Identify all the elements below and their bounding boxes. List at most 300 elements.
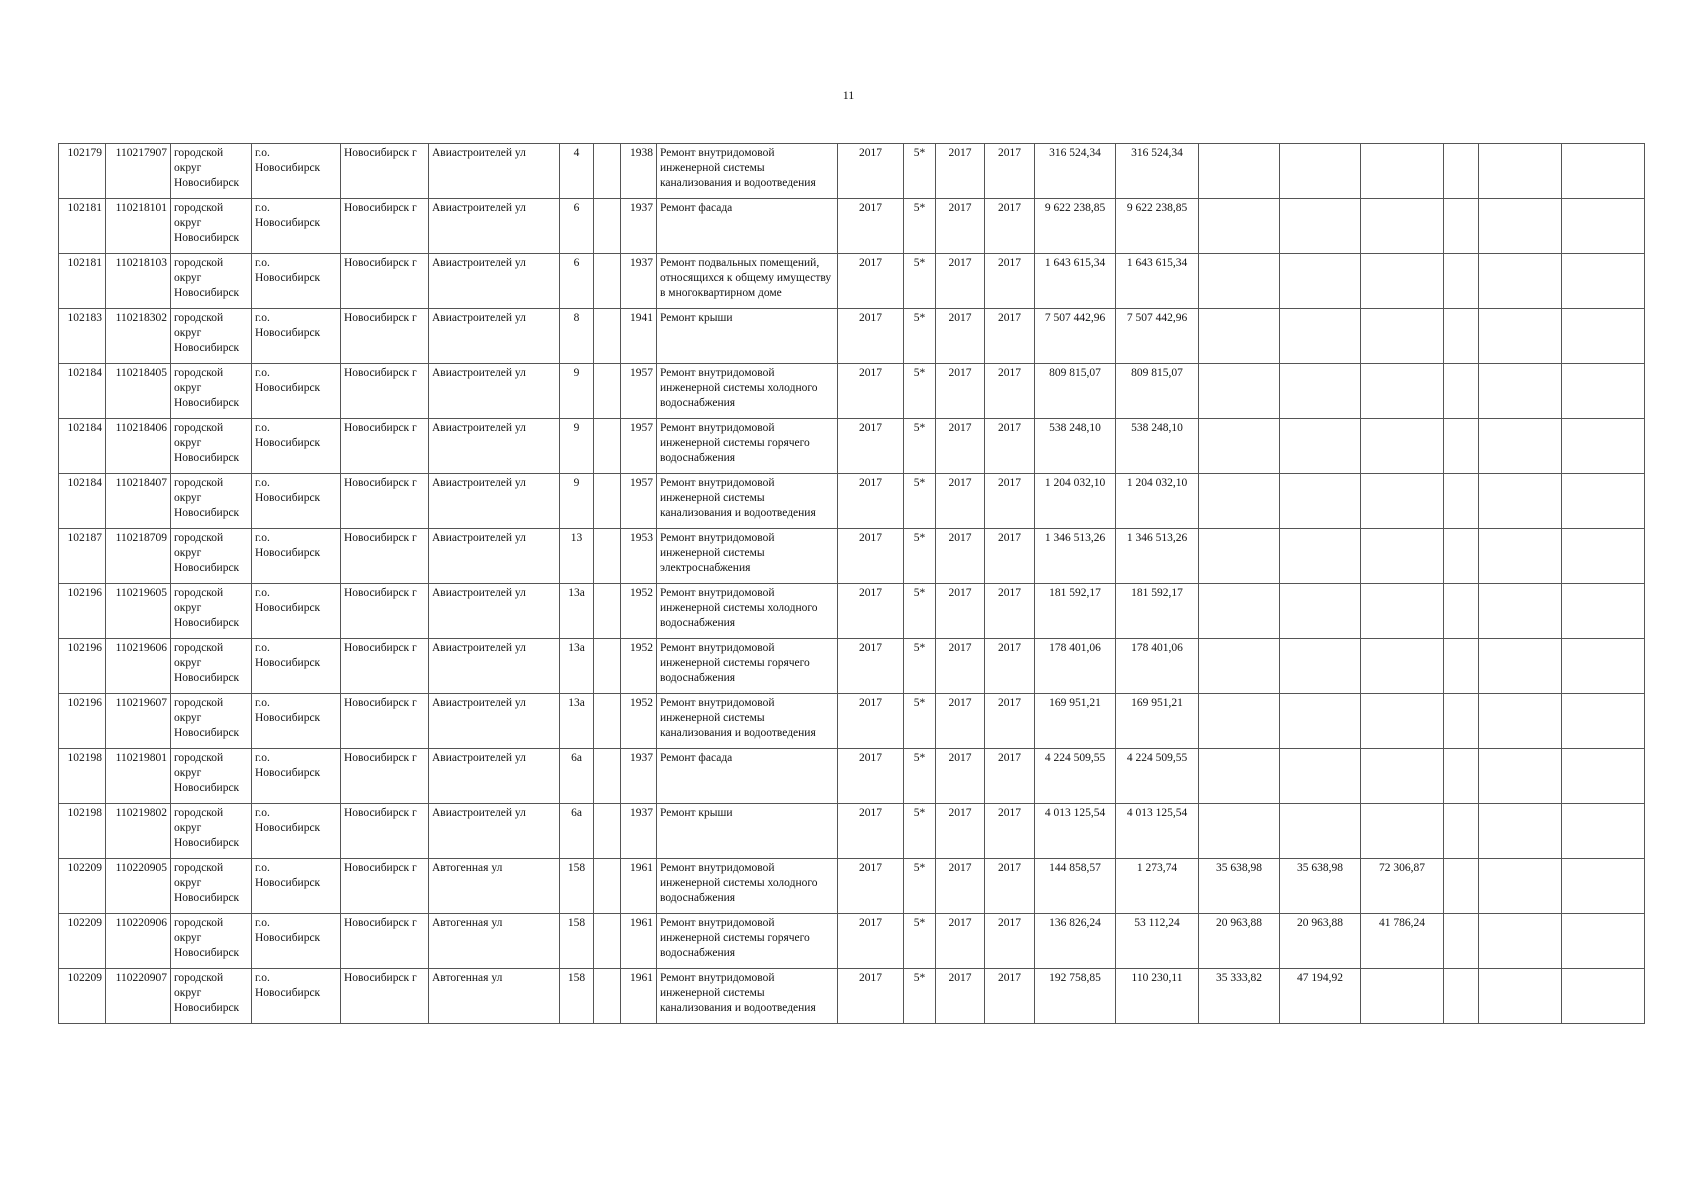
spare-cell — [1562, 474, 1645, 529]
source-1-cell — [1199, 309, 1280, 364]
source-5-cell — [1479, 144, 1562, 199]
house-number-cell: 13а — [560, 584, 594, 639]
built-year-cell: 1961 — [621, 969, 657, 1024]
source-4-cell — [1444, 254, 1479, 309]
spare-cell — [1562, 419, 1645, 474]
plan-year-cell: 2017 — [838, 199, 904, 254]
row-id: 102184 — [59, 419, 106, 474]
floors-cell: 5* — [904, 419, 936, 474]
end-year-cell: 2017 — [985, 749, 1035, 804]
source-3-cell — [1361, 144, 1444, 199]
source-1-cell — [1199, 199, 1280, 254]
municipality-cell: г.о. Новосибирск — [252, 529, 341, 584]
total-cost-cell: 9 622 238,85 — [1035, 199, 1116, 254]
source-4-cell — [1444, 969, 1479, 1024]
spare-cell — [1562, 364, 1645, 419]
city-cell: Новосибирск г — [341, 199, 429, 254]
source-2-cell — [1280, 749, 1361, 804]
row-id: 102198 — [59, 749, 106, 804]
start-year-cell: 2017 — [936, 694, 985, 749]
source-2-cell: 35 638,98 — [1280, 859, 1361, 914]
source-1-cell: 35 333,82 — [1199, 969, 1280, 1024]
source-4-cell — [1444, 474, 1479, 529]
city-cell: Новосибирск г — [341, 749, 429, 804]
floors-cell: 5* — [904, 584, 936, 639]
work-type-cell: Ремонт крыши — [657, 804, 838, 859]
total-cost-cell: 169 951,21 — [1035, 694, 1116, 749]
source-5-cell — [1479, 804, 1562, 859]
house-letter-cell — [594, 199, 621, 254]
floors-cell: 5* — [904, 199, 936, 254]
start-year-cell: 2017 — [936, 529, 985, 584]
source-5-cell — [1479, 914, 1562, 969]
spare-cell — [1562, 199, 1645, 254]
source-3-cell — [1361, 309, 1444, 364]
built-year-cell: 1961 — [621, 914, 657, 969]
house-letter-cell — [594, 914, 621, 969]
table-row — [59, 474, 1645, 529]
floors-cell: 5* — [904, 914, 936, 969]
total-cost-cell: 4 013 125,54 — [1035, 804, 1116, 859]
source-4-cell — [1444, 419, 1479, 474]
end-year-cell: 2017 — [985, 804, 1035, 859]
house-letter-cell — [594, 749, 621, 804]
start-year-cell: 2017 — [936, 584, 985, 639]
house-number-cell: 13а — [560, 639, 594, 694]
source-1-cell — [1199, 364, 1280, 419]
total-cost-cell: 144 858,57 — [1035, 859, 1116, 914]
row-code: 110219606 — [106, 639, 171, 694]
row-id: 102184 — [59, 474, 106, 529]
fund-cost-cell: 169 951,21 — [1116, 694, 1199, 749]
street-cell: Автогенная ул — [429, 914, 560, 969]
source-3-cell — [1361, 584, 1444, 639]
table-row — [59, 529, 1645, 584]
plan-year-cell: 2017 — [838, 254, 904, 309]
district-cell: городской округ Новосибирск — [171, 364, 252, 419]
street-cell: Авиастроителей ул — [429, 364, 560, 419]
source-2-cell: 20 963,88 — [1280, 914, 1361, 969]
built-year-cell: 1953 — [621, 529, 657, 584]
fund-cost-cell: 1 273,74 — [1116, 859, 1199, 914]
spare-cell — [1562, 749, 1645, 804]
total-cost-cell: 181 592,17 — [1035, 584, 1116, 639]
fund-cost-cell: 7 507 442,96 — [1116, 309, 1199, 364]
spare-cell — [1562, 694, 1645, 749]
total-cost-cell: 316 524,34 — [1035, 144, 1116, 199]
work-type-cell: Ремонт внутридомовой инженерной системы канализования и водоотведения — [657, 969, 838, 1024]
street-cell: Авиастроителей ул — [429, 144, 560, 199]
row-code: 110218103 — [106, 254, 171, 309]
built-year-cell: 1937 — [621, 804, 657, 859]
built-year-cell: 1952 — [621, 584, 657, 639]
table-row — [59, 694, 1645, 749]
source-2-cell: 47 194,92 — [1280, 969, 1361, 1024]
city-cell: Новосибирск г — [341, 584, 429, 639]
source-1-cell — [1199, 144, 1280, 199]
row-id: 102187 — [59, 529, 106, 584]
fund-cost-cell: 9 622 238,85 — [1116, 199, 1199, 254]
street-cell: Авиастроителей ул — [429, 529, 560, 584]
plan-year-cell: 2017 — [838, 749, 904, 804]
house-number-cell: 6а — [560, 804, 594, 859]
source-3-cell — [1361, 529, 1444, 584]
municipality-cell: г.о. Новосибирск — [252, 969, 341, 1024]
house-letter-cell — [594, 309, 621, 364]
plan-year-cell: 2017 — [838, 474, 904, 529]
end-year-cell: 2017 — [985, 639, 1035, 694]
end-year-cell: 2017 — [985, 364, 1035, 419]
table-row — [59, 969, 1645, 1024]
end-year-cell: 2017 — [985, 419, 1035, 474]
house-letter-cell — [594, 969, 621, 1024]
floors-cell: 5* — [904, 254, 936, 309]
street-cell: Автогенная ул — [429, 969, 560, 1024]
street-cell: Авиастроителей ул — [429, 474, 560, 529]
source-4-cell — [1444, 639, 1479, 694]
built-year-cell: 1957 — [621, 364, 657, 419]
start-year-cell: 2017 — [936, 364, 985, 419]
work-type-cell: Ремонт фасада — [657, 749, 838, 804]
street-cell: Авиастроителей ул — [429, 639, 560, 694]
end-year-cell: 2017 — [985, 474, 1035, 529]
municipality-cell: г.о. Новосибирск — [252, 419, 341, 474]
row-code: 110218101 — [106, 199, 171, 254]
house-number-cell: 158 — [560, 859, 594, 914]
table-row — [59, 144, 1645, 199]
municipality-cell: г.о. Новосибирск — [252, 859, 341, 914]
house-number-cell: 13а — [560, 694, 594, 749]
row-id: 102196 — [59, 639, 106, 694]
work-type-cell: Ремонт внутридомовой инженерной системы электроснабжения — [657, 529, 838, 584]
row-id: 102198 — [59, 804, 106, 859]
source-4-cell — [1444, 309, 1479, 364]
city-cell: Новосибирск г — [341, 364, 429, 419]
fund-cost-cell: 1 643 615,34 — [1116, 254, 1199, 309]
source-1-cell — [1199, 804, 1280, 859]
street-cell: Авиастроителей ул — [429, 199, 560, 254]
plan-year-cell: 2017 — [838, 694, 904, 749]
district-cell: городской округ Новосибирск — [171, 199, 252, 254]
floors-cell: 5* — [904, 694, 936, 749]
fund-cost-cell: 4 013 125,54 — [1116, 804, 1199, 859]
start-year-cell: 2017 — [936, 254, 985, 309]
city-cell: Новосибирск г — [341, 419, 429, 474]
source-5-cell — [1479, 859, 1562, 914]
municipality-cell: г.о. Новосибирск — [252, 474, 341, 529]
floors-cell: 5* — [904, 529, 936, 584]
table-row — [59, 364, 1645, 419]
floors-cell: 5* — [904, 639, 936, 694]
district-cell: городской округ Новосибирск — [171, 694, 252, 749]
start-year-cell: 2017 — [936, 639, 985, 694]
fund-cost-cell: 538 248,10 — [1116, 419, 1199, 474]
spare-cell — [1562, 969, 1645, 1024]
house-letter-cell — [594, 254, 621, 309]
street-cell: Авиастроителей ул — [429, 804, 560, 859]
spare-cell — [1562, 584, 1645, 639]
total-cost-cell: 136 826,24 — [1035, 914, 1116, 969]
floors-cell: 5* — [904, 859, 936, 914]
district-cell: городской округ Новосибирск — [171, 144, 252, 199]
source-3-cell — [1361, 749, 1444, 804]
source-2-cell — [1280, 804, 1361, 859]
source-3-cell — [1361, 639, 1444, 694]
row-id: 102179 — [59, 144, 106, 199]
street-cell: Авиастроителей ул — [429, 694, 560, 749]
municipality-cell: г.о. Новосибирск — [252, 639, 341, 694]
built-year-cell: 1941 — [621, 309, 657, 364]
built-year-cell: 1952 — [621, 694, 657, 749]
house-letter-cell — [594, 804, 621, 859]
house-number-cell: 13 — [560, 529, 594, 584]
row-id: 102196 — [59, 694, 106, 749]
work-type-cell: Ремонт внутридомовой инженерной системы горячего водоснабжения — [657, 639, 838, 694]
row-id: 102183 — [59, 309, 106, 364]
row-id: 102209 — [59, 969, 106, 1024]
row-id: 102209 — [59, 914, 106, 969]
house-number-cell: 8 — [560, 309, 594, 364]
row-code: 110219801 — [106, 749, 171, 804]
fund-cost-cell: 178 401,06 — [1116, 639, 1199, 694]
source-2-cell — [1280, 474, 1361, 529]
district-cell: городской округ Новосибирск — [171, 584, 252, 639]
start-year-cell: 2017 — [936, 804, 985, 859]
municipality-cell: г.о. Новосибирск — [252, 804, 341, 859]
row-code: 110220906 — [106, 914, 171, 969]
source-2-cell — [1280, 639, 1361, 694]
source-5-cell — [1479, 474, 1562, 529]
built-year-cell: 1957 — [621, 419, 657, 474]
house-number-cell: 9 — [560, 419, 594, 474]
city-cell: Новосибирск г — [341, 144, 429, 199]
house-letter-cell — [594, 694, 621, 749]
house-number-cell: 158 — [560, 969, 594, 1024]
work-type-cell: Ремонт внутридомовой инженерной системы канализования и водоотведения — [657, 474, 838, 529]
end-year-cell: 2017 — [985, 254, 1035, 309]
district-cell: городской округ Новосибирск — [171, 529, 252, 584]
district-cell: городской округ Новосибирск — [171, 639, 252, 694]
fund-cost-cell: 316 524,34 — [1116, 144, 1199, 199]
built-year-cell: 1957 — [621, 474, 657, 529]
table-row — [59, 859, 1645, 914]
table-row — [59, 254, 1645, 309]
city-cell: Новосибирск г — [341, 914, 429, 969]
house-number-cell: 6а — [560, 749, 594, 804]
source-5-cell — [1479, 199, 1562, 254]
plan-year-cell: 2017 — [838, 584, 904, 639]
source-4-cell — [1444, 804, 1479, 859]
source-4-cell — [1444, 364, 1479, 419]
fund-cost-cell: 4 224 509,55 — [1116, 749, 1199, 804]
floors-cell: 5* — [904, 309, 936, 364]
source-3-cell — [1361, 199, 1444, 254]
end-year-cell: 2017 — [985, 969, 1035, 1024]
total-cost-cell: 7 507 442,96 — [1035, 309, 1116, 364]
spare-cell — [1562, 309, 1645, 364]
street-cell: Автогенная ул — [429, 859, 560, 914]
source-1-cell — [1199, 419, 1280, 474]
start-year-cell: 2017 — [936, 309, 985, 364]
source-4-cell — [1444, 914, 1479, 969]
built-year-cell: 1937 — [621, 199, 657, 254]
end-year-cell: 2017 — [985, 584, 1035, 639]
source-1-cell — [1199, 474, 1280, 529]
fund-cost-cell: 1 346 513,26 — [1116, 529, 1199, 584]
district-cell: городской округ Новосибирск — [171, 419, 252, 474]
house-letter-cell — [594, 364, 621, 419]
house-letter-cell — [594, 419, 621, 474]
work-type-cell: Ремонт внутридомовой инженерной системы холодного водоснабжения — [657, 584, 838, 639]
municipality-cell: г.о. Новосибирск — [252, 749, 341, 804]
source-2-cell — [1280, 419, 1361, 474]
source-1-cell: 35 638,98 — [1199, 859, 1280, 914]
source-2-cell — [1280, 694, 1361, 749]
source-5-cell — [1479, 309, 1562, 364]
source-1-cell: 20 963,88 — [1199, 914, 1280, 969]
table-row — [59, 804, 1645, 859]
end-year-cell: 2017 — [985, 529, 1035, 584]
municipality-cell: г.о. Новосибирск — [252, 144, 341, 199]
start-year-cell: 2017 — [936, 969, 985, 1024]
district-cell: городской округ Новосибирск — [171, 749, 252, 804]
source-3-cell: 72 306,87 — [1361, 859, 1444, 914]
source-5-cell — [1479, 694, 1562, 749]
municipality-cell: г.о. Новосибирск — [252, 309, 341, 364]
district-cell: городской округ Новосибирск — [171, 254, 252, 309]
house-letter-cell — [594, 529, 621, 584]
source-3-cell — [1361, 474, 1444, 529]
work-type-cell: Ремонт внутридомовой инженерной системы холодного водоснабжения — [657, 364, 838, 419]
end-year-cell: 2017 — [985, 914, 1035, 969]
fund-cost-cell: 809 815,07 — [1116, 364, 1199, 419]
district-cell: городской округ Новосибирск — [171, 474, 252, 529]
row-code: 110219605 — [106, 584, 171, 639]
plan-year-cell: 2017 — [838, 804, 904, 859]
row-code: 110218405 — [106, 364, 171, 419]
plan-year-cell: 2017 — [838, 419, 904, 474]
floors-cell: 5* — [904, 749, 936, 804]
start-year-cell: 2017 — [936, 914, 985, 969]
work-type-cell: Ремонт внутридомовой инженерной системы канализования и водоотведения — [657, 694, 838, 749]
municipality-cell: г.о. Новосибирск — [252, 914, 341, 969]
fund-cost-cell: 110 230,11 — [1116, 969, 1199, 1024]
source-5-cell — [1479, 529, 1562, 584]
row-id: 102181 — [59, 199, 106, 254]
source-5-cell — [1479, 969, 1562, 1024]
source-5-cell — [1479, 584, 1562, 639]
row-code: 110218407 — [106, 474, 171, 529]
work-type-cell: Ремонт внутридомовой инженерной системы горячего водоснабжения — [657, 419, 838, 474]
row-code: 110218302 — [106, 309, 171, 364]
floors-cell: 5* — [904, 474, 936, 529]
total-cost-cell: 1 346 513,26 — [1035, 529, 1116, 584]
street-cell: Авиастроителей ул — [429, 749, 560, 804]
municipality-cell: г.о. Новосибирск — [252, 199, 341, 254]
spare-cell — [1562, 529, 1645, 584]
built-year-cell: 1952 — [621, 639, 657, 694]
city-cell: Новосибирск г — [341, 309, 429, 364]
district-cell: городской округ Новосибирск — [171, 804, 252, 859]
table-row — [59, 639, 1645, 694]
source-5-cell — [1479, 639, 1562, 694]
source-5-cell — [1479, 419, 1562, 474]
table-row — [59, 419, 1645, 474]
row-id: 102209 — [59, 859, 106, 914]
source-3-cell — [1361, 419, 1444, 474]
source-4-cell — [1444, 144, 1479, 199]
start-year-cell: 2017 — [936, 859, 985, 914]
source-4-cell — [1444, 529, 1479, 584]
source-2-cell — [1280, 254, 1361, 309]
house-number-cell: 6 — [560, 199, 594, 254]
house-number-cell: 4 — [560, 144, 594, 199]
row-code: 110219802 — [106, 804, 171, 859]
municipality-cell: г.о. Новосибирск — [252, 584, 341, 639]
source-3-cell — [1361, 254, 1444, 309]
table-row — [59, 749, 1645, 804]
source-1-cell — [1199, 254, 1280, 309]
row-id: 102181 — [59, 254, 106, 309]
city-cell: Новосибирск г — [341, 474, 429, 529]
street-cell: Авиастроителей ул — [429, 584, 560, 639]
source-2-cell — [1280, 529, 1361, 584]
table-row — [59, 584, 1645, 639]
source-5-cell — [1479, 749, 1562, 804]
city-cell: Новосибирск г — [341, 804, 429, 859]
spare-cell — [1562, 804, 1645, 859]
built-year-cell: 1937 — [621, 749, 657, 804]
street-cell: Авиастроителей ул — [429, 419, 560, 474]
repair-registry-table — [58, 143, 1645, 1024]
house-number-cell: 6 — [560, 254, 594, 309]
source-4-cell — [1444, 694, 1479, 749]
end-year-cell: 2017 — [985, 694, 1035, 749]
source-1-cell — [1199, 529, 1280, 584]
start-year-cell: 2017 — [936, 474, 985, 529]
total-cost-cell: 192 758,85 — [1035, 969, 1116, 1024]
source-2-cell — [1280, 309, 1361, 364]
district-cell: городской округ Новосибирск — [171, 859, 252, 914]
total-cost-cell: 809 815,07 — [1035, 364, 1116, 419]
spare-cell — [1562, 859, 1645, 914]
house-letter-cell — [594, 144, 621, 199]
municipality-cell: г.о. Новосибирск — [252, 364, 341, 419]
row-id: 102196 — [59, 584, 106, 639]
plan-year-cell: 2017 — [838, 639, 904, 694]
total-cost-cell: 1 643 615,34 — [1035, 254, 1116, 309]
work-type-cell: Ремонт подвальных помещений, относящихся к общему имуществу в многоквартирном доме — [657, 254, 838, 309]
source-4-cell — [1444, 584, 1479, 639]
built-year-cell: 1937 — [621, 254, 657, 309]
source-2-cell — [1280, 584, 1361, 639]
end-year-cell: 2017 — [985, 309, 1035, 364]
city-cell: Новосибирск г — [341, 859, 429, 914]
city-cell: Новосибирск г — [341, 254, 429, 309]
start-year-cell: 2017 — [936, 199, 985, 254]
total-cost-cell: 178 401,06 — [1035, 639, 1116, 694]
table-row — [59, 309, 1645, 364]
house-number-cell: 158 — [560, 914, 594, 969]
table-row — [59, 199, 1645, 254]
city-cell: Новосибирск г — [341, 694, 429, 749]
source-5-cell — [1479, 364, 1562, 419]
floors-cell: 5* — [904, 804, 936, 859]
plan-year-cell: 2017 — [838, 529, 904, 584]
spare-cell — [1562, 639, 1645, 694]
work-type-cell: Ремонт внутридомовой инженерной системы горячего водоснабжения — [657, 914, 838, 969]
municipality-cell: г.о. Новосибирск — [252, 694, 341, 749]
